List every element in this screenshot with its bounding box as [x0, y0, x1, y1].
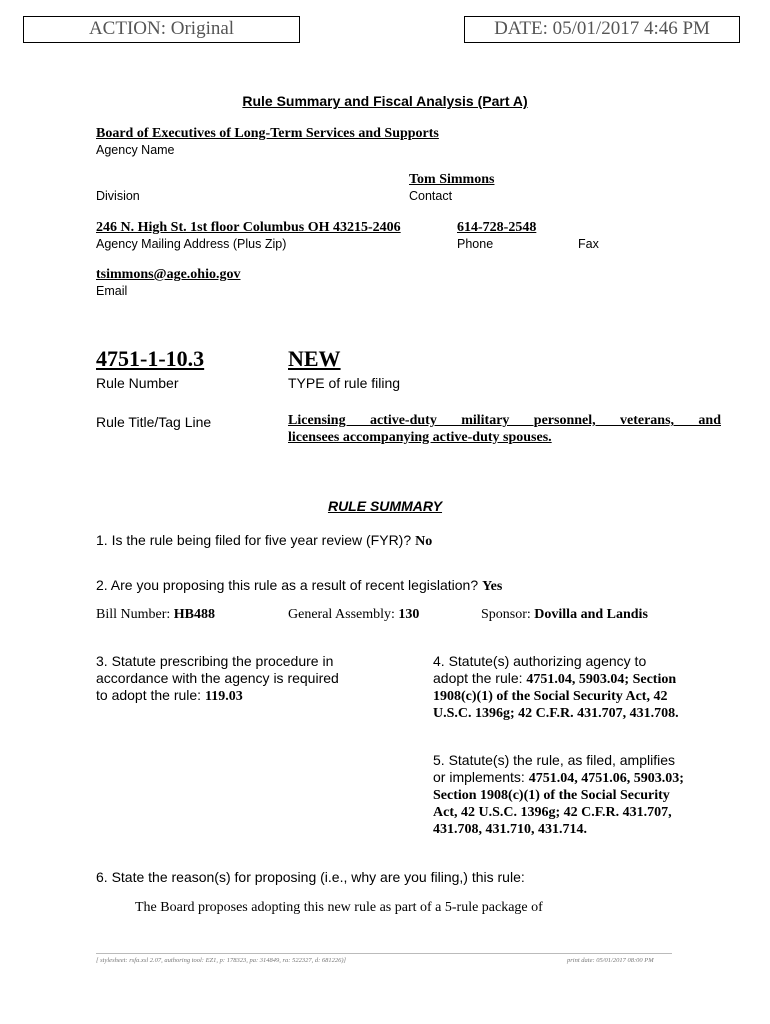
rule-number-value: 4751-1-10.3	[96, 346, 205, 371]
question-5-line2-text: or implements:	[433, 769, 525, 785]
question-5-line2	[433, 769, 743, 787]
rule-number-label: Rule Number	[96, 375, 179, 391]
fax-label: Fax	[578, 237, 599, 251]
date-text: DATE: 05/01/2017 4:46 PM	[494, 18, 710, 39]
general-assembly	[288, 607, 419, 623]
question-5-answer-line5: 431.708, 431.710, 431.714.	[433, 822, 587, 837]
question-3-line2: accordance with the agency is required	[96, 670, 339, 686]
question-1-text: 1. Is the rule being filed for five year review (FYR)?	[96, 532, 412, 548]
question-3	[96, 653, 396, 705]
question-2	[96, 577, 502, 595]
action-text: ACTION: Original	[88, 18, 235, 39]
footer-print-date: print date: 05/01/2017 08:00 PM	[567, 957, 654, 964]
date-box	[464, 16, 740, 43]
email-label: Email	[96, 284, 128, 298]
question-1	[96, 532, 432, 550]
general-assembly-label: General Assembly:	[288, 607, 395, 622]
general-assembly-value: 130	[398, 607, 420, 622]
sponsor-label: Sponsor:	[481, 607, 531, 622]
rule-type-label: TYPE of rule filing	[288, 375, 401, 391]
question-3-line3-text: to adopt the rule:	[96, 687, 202, 703]
bill-number	[96, 607, 215, 623]
question-4-line2-text: adopt the rule:	[433, 670, 523, 686]
rule-summary-heading: RULE SUMMARY	[327, 498, 443, 514]
action-box	[23, 16, 300, 43]
question-4	[433, 653, 733, 722]
question-3-answer: 119.03	[204, 689, 243, 704]
question-5-answer-line3: Section 1908(c)(1) of the Social Security	[433, 788, 670, 803]
contact-label: Contact	[409, 189, 453, 203]
question-4-line1: 4. Statute(s) authorizing agency to	[433, 653, 647, 669]
rule-type-value: NEW	[288, 346, 341, 371]
question-4-answer-line4: U.S.C. 1396g; 42 C.F.R. 431.707, 431.708.	[433, 706, 679, 721]
address-label: Agency Mailing Address (Plus Zip)	[96, 237, 287, 251]
phone-label: Phone	[457, 237, 494, 251]
page-title: Rule Summary and Fiscal Analysis (Part A)	[242, 93, 528, 109]
question-2-text: 2. Are you proposing this rule as a result of recent legislation?	[96, 577, 479, 593]
contact-value: Tom Simmons	[409, 172, 495, 187]
question-6: 6. State the reason(s) for proposing (i.e., why are you filing,) this rule:	[96, 869, 525, 885]
bill-number-label: Bill Number:	[96, 607, 171, 622]
question-3-line1: 3. Statute prescribing the procedure in	[96, 653, 334, 669]
question-4-answer-line2: 4751.04, 5903.04; Section	[526, 672, 677, 687]
email-value: tsimmons@age.ohio.gov	[96, 267, 241, 282]
question-4-answer-line3: 1908(c)(1) of the Social Security Act, 42	[433, 689, 668, 704]
question-6-answer: The Board proposes adopting this new rule as part of a 5-rule package of	[135, 900, 543, 915]
address-value: 246 N. High St. 1st floor Columbus OH 43215-2406	[96, 220, 401, 235]
footer-rule	[96, 953, 672, 954]
question-3-line3	[96, 687, 396, 705]
phone-value: 614-728-2548	[457, 220, 537, 235]
question-2-answer: Yes	[482, 579, 503, 594]
footer-stylesheet: [ stylesheet: rsfa.xsl 2.07, authoring tool: EZ1, p: 178323, pa: 314849, ra: 522327, d: 681226)]	[96, 957, 347, 964]
question-1-answer: No	[415, 534, 433, 549]
question-5	[433, 752, 743, 838]
agency-name-label: Agency Name	[96, 143, 175, 157]
question-5-line1: 5. Statute(s) the rule, as filed, amplifies	[433, 752, 675, 768]
agency-name-value: Board of Executives of Long-Term Services and Supports	[96, 126, 439, 141]
question-5-answer-line4: Act, 42 U.S.C. 1396g; 42 C.F.R. 431.707,	[433, 805, 672, 820]
rule-title-line2: licensees accompanying active-duty spouses.	[288, 430, 552, 445]
question-5-answer-line2: 4751.04, 4751.06, 5903.03;	[528, 771, 684, 786]
question-4-line2	[433, 670, 733, 688]
division-label: Division	[96, 189, 140, 203]
sponsor	[481, 607, 648, 623]
bill-number-value: HB488	[173, 607, 216, 622]
rule-title-line1: Licensing active-duty military personnel, veterans, and	[288, 413, 721, 428]
sponsor-value: Dovilla and Landis	[534, 607, 648, 622]
rule-title-label: Rule Title/Tag Line	[96, 414, 212, 430]
